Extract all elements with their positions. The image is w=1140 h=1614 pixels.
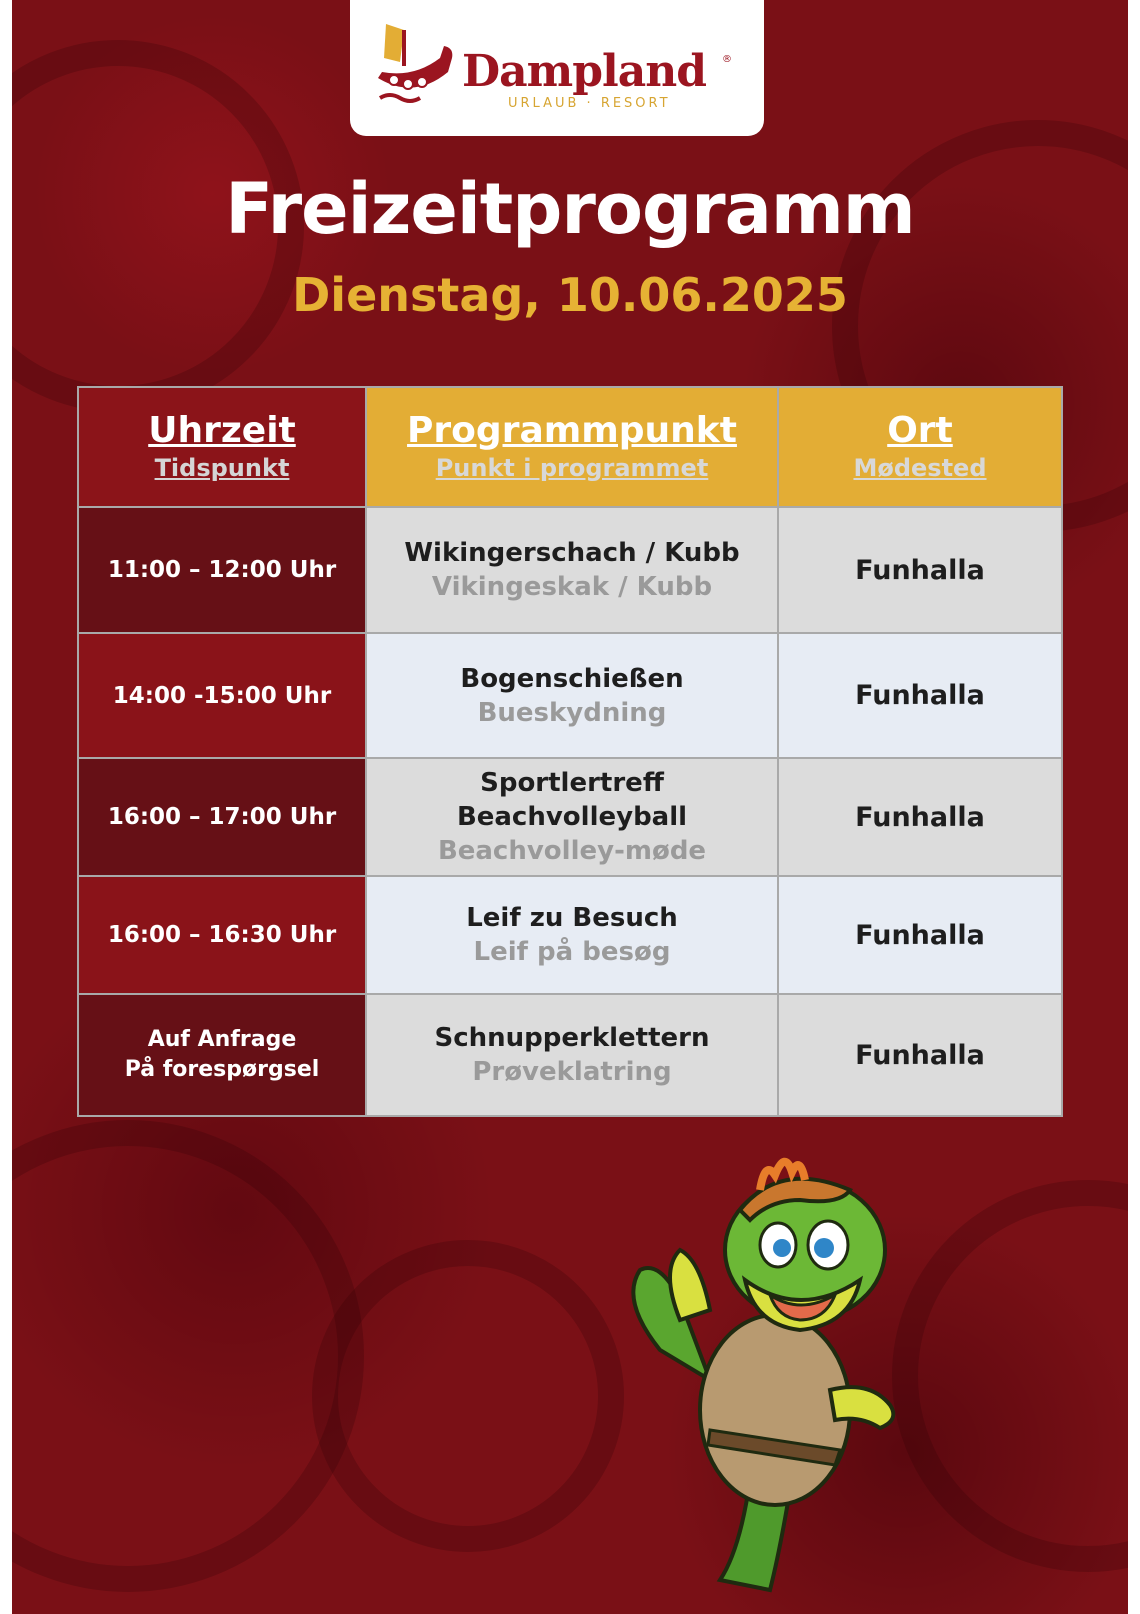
activity-cell: [366, 876, 778, 994]
time-cell: [78, 507, 366, 633]
activity-de: Beachvolleyball: [456, 802, 688, 832]
activity-cell: [366, 507, 778, 633]
time-cell: [78, 758, 366, 876]
time-text-dk: På forespørgsel: [124, 1057, 320, 1082]
location-cell: [778, 876, 1062, 994]
page-date: Dienstag, 10.06.2025: [292, 268, 848, 322]
location-text: Funhalla: [855, 801, 985, 833]
header-activity: [366, 387, 778, 507]
activity-de: Leif zu Besuch: [466, 903, 678, 933]
location-text: Funhalla: [855, 680, 985, 711]
location-cell: [778, 758, 1062, 876]
activity-cell: [366, 758, 778, 876]
dragon-mascot-illustration: [600, 1150, 930, 1600]
header-time: [78, 387, 366, 507]
header-location: [778, 387, 1062, 507]
time-text: 16:00 – 17:00 Uhr: [107, 804, 337, 830]
location-cell: [778, 633, 1062, 758]
logo: [350, 0, 764, 136]
table-row: [78, 994, 1062, 1116]
location-text: Funhalla: [855, 919, 985, 951]
activity-dk: Leif på besøg: [473, 937, 671, 967]
table-row: [78, 758, 1062, 876]
activity-de: Schnupperklettern: [434, 1023, 710, 1053]
activity-dk: Beachvolley-møde: [437, 836, 707, 866]
time-cell: [78, 633, 366, 758]
location-text: Funhalla: [855, 1039, 985, 1071]
location-cell: [778, 994, 1062, 1116]
activity-de: Wikingerschach / Kubb: [404, 538, 740, 568]
table-header-row: [78, 387, 1062, 507]
header-main: Ort: [887, 410, 953, 451]
program-table: [77, 386, 1063, 1117]
header-main: Programmpunkt: [407, 410, 737, 451]
time-cell: [78, 994, 366, 1116]
location-text: Funhalla: [855, 554, 985, 586]
activity-dk: Vikingeskak / Kubb: [431, 572, 713, 602]
location-cell: [778, 507, 1062, 633]
time-text: Auf Anfrage: [147, 1027, 297, 1052]
decor-swirl: [12, 1120, 364, 1592]
activity-cell: [366, 633, 778, 758]
header-sub: Mødested: [853, 454, 987, 482]
activity-dk: Prøveklatring: [472, 1057, 672, 1087]
table-row: [78, 633, 1062, 758]
header-sub: Punkt i programmet: [435, 454, 709, 482]
table-row: [78, 507, 1062, 633]
time-text: 14:00 -15:00 Uhr: [112, 682, 332, 709]
page-title: Freizeitprogramm: [225, 168, 915, 250]
table-row: [78, 876, 1062, 994]
activity-de: Bogenschießen: [460, 663, 684, 694]
time-cell: [78, 876, 366, 994]
time-text: 11:00 – 12:00 Uhr: [107, 557, 337, 583]
header-main: Uhrzeit: [148, 410, 296, 451]
activity-cell: [366, 994, 778, 1116]
decor-swirl: [312, 1240, 624, 1552]
time-text: 16:00 – 16:30 Uhr: [107, 922, 337, 948]
logo-brand: Dampland: [462, 46, 706, 97]
logo-registered-mark: ®: [722, 54, 732, 65]
activity-de: Sportlertreff: [480, 768, 664, 798]
logo-tagline: URLAUB · RESORT: [508, 96, 671, 111]
viking-ship-logo-icon: [374, 18, 456, 114]
activity-dk: Bueskydning: [477, 697, 667, 728]
header-sub: Tidspunkt: [154, 454, 290, 482]
